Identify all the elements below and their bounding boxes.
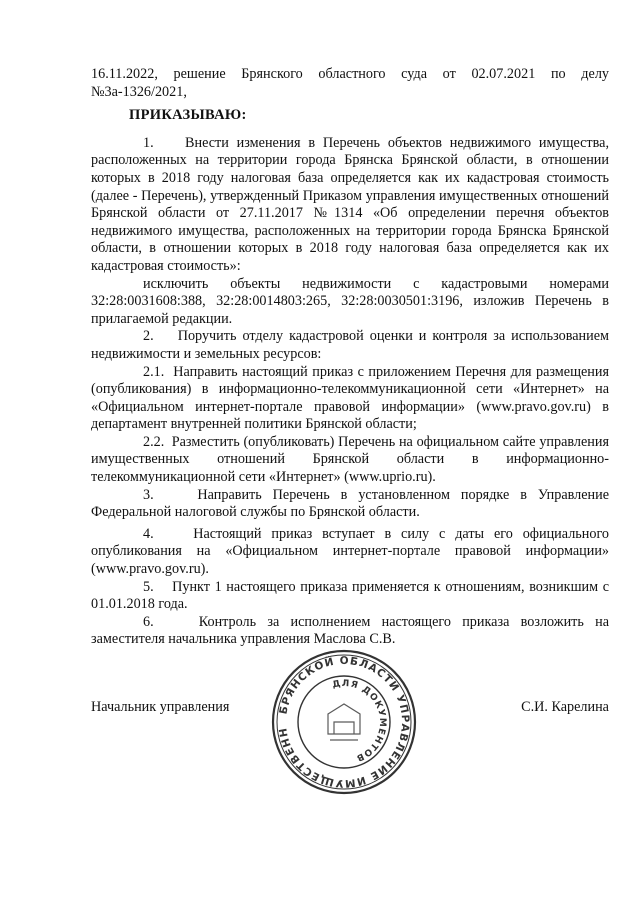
paragraph-2-1: 2.1. Направить настоящий приказ с приложением Перечня для размещения (опубликования) в информационно-телекоммуникационной сети «Интернет» на «Официальном интернет-портале правовой информации» (www.pravo.gov.ru) в департамент внутренней политики Брянской области; <box>91 363 609 433</box>
paragraph-3: 3. Направить Перечень в установленном порядке в Управление Федеральной налоговой службы по Брянской области. <box>91 486 609 521</box>
paragraph-1-exclusion: исключить объекты недвижимости с кадастровыми номерами 32:28:0031608:388, 32:28:0014803:265, 32:28:0030501:3196, изложив Перечень в прилагаемой редакции. <box>91 275 609 327</box>
stamp-outer-text: БРЯНСКОЙ ОБЛАСТИ УПРАВЛЕНИЕ ИМУЩЕСТВЕНН <box>277 654 412 790</box>
paragraph-2-2: 2.2. Разместить (опубликовать) Перечень на официальном сайте управления имущественных отношений Брянской области в информационно-телекоммуникационной сети «Интернет» (www.uprio.ru). <box>91 433 609 486</box>
order-heading: ПРИКАЗЫВАЮ: <box>129 107 247 124</box>
paragraph-2: 2. Поручить отделу кадастровой оценки и контроля за использованием недвижимости и земельных ресурсов: <box>91 328 609 362</box>
intro-line: 16.11.2022, решение Брянского областного суда от 02.07.2021 по делу №3а-1326/2021, <box>91 66 609 100</box>
signatory-position: Начальник управления <box>91 699 230 715</box>
paragraph-4: 4. Настоящий приказ вступает в силу с даты его официального опубликования на «Официальном интернет-портале правовой информации» (www.pravo.gov.ru). <box>91 525 609 578</box>
official-stamp <box>270 648 418 796</box>
paragraph-1: 1. Внести изменения в Перечень объектов недвижимого имущества, расположенных на территории города Брянска Брянской области, в отношении которых в 2018 году налоговая база определяется как их кадастровая стоимость (далее - Перечень), утвержденный Приказом управления имущественных отношений Брянской области от 27.11.2017 №1314 «Об определении перечня объектов недвижимого имущества, расположенных на территории города Брянска Брянской области, в отношении которых в 2018 году налоговая база определяется как их кадастровая стоимость»: <box>91 134 609 274</box>
paragraph-6: 6. Контроль за исполнением настоящего приказа возложить на заместителя начальника управления Маслова С.В. <box>91 613 609 648</box>
stamp-inner-text: ДЛЯ ДОКУМЕНТОВ <box>331 678 388 763</box>
signatory-name: С.И. Карелина <box>521 699 609 715</box>
paragraph-5: 5. Пункт 1 настоящего приказа применяется к отношениям, возникшим с 01.01.2018 года. <box>91 578 609 613</box>
document-body <box>91 66 609 649</box>
stamp-seal-graphic <box>270 648 418 796</box>
